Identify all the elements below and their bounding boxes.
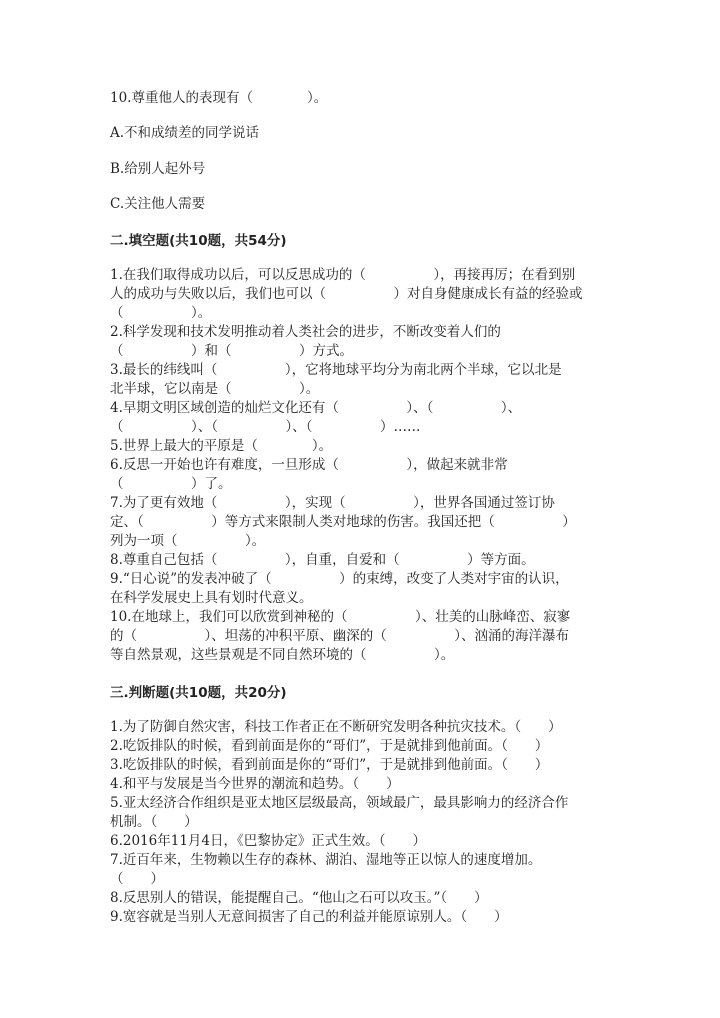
section-fill-blank-title: 二.填空题(共10题，共54分)	[110, 233, 287, 249]
judge-line: 2.吃饭排队的时候，看到前面是你的“哥们”，于是就排到他前面。（ ）	[110, 738, 549, 754]
fill-line: 等自然景观，这些景观是不同自然环境的（ ）。	[110, 647, 455, 663]
fill-line: （ ）和（ ）方式。	[110, 343, 353, 359]
judge-line: 1.为了防御自然灾害，科技工作者正在不断研究发明各种抗灾技术。（ ）	[110, 719, 562, 735]
option-b: B.给别人起外号	[110, 161, 206, 177]
fill-line: 10.在地球上，我们可以欣赏到神秘的（ ）、壮美的山脉峰峦、寂寥	[110, 609, 571, 625]
judge-line: 5.亚太经济合作组织是亚太地区层级最高，领域最广，最具影响力的经济合作	[110, 795, 569, 811]
judge-line: 机制。（ ）	[110, 814, 198, 830]
fill-line: 8.尊重自己包括（ ），自重，自爱和（ ）等方面。	[110, 552, 535, 568]
fill-line: 9.“日心说”的发表冲破了（ ）的束缚，改变了人类对宇宙的认识，	[110, 571, 569, 587]
fill-line: 列为一项（ ）。	[110, 533, 266, 549]
option-c: C.关注他人需要	[110, 196, 206, 212]
fill-line: （ ）、（ ）、（ ）……	[110, 419, 421, 435]
fill-line: （ ）。	[110, 305, 212, 321]
fill-line: 6.反思一开始也许有难度，一旦形成（ ），做起来就非常	[110, 457, 508, 473]
judge-line: 7.近百年来，生物赖以生存的森林、湖泊、湿地等正以惊人的速度增加。	[110, 852, 542, 868]
fill-line: 1.在我们取得成功以后，可以反思成功的（ ），再接再厉；在看到别	[110, 267, 576, 283]
fill-line: 人的成功与失败以后，我们也可以（ ）对自身健康成长有益的经验或	[110, 286, 583, 302]
judge-line: 6.2016年11月4日，《巴黎协定》正式生效。（ ）	[110, 833, 427, 849]
judge-line: 3.吃饭排队的时候，看到前面是你的“哥们”，于是就排到他前面。（ ）	[110, 757, 549, 773]
judge-line: 8.反思别人的错误，能提醒自己。“他山之石可以攻玉。”（ ）	[110, 890, 488, 906]
judge-line: （ ）	[110, 871, 164, 887]
question-10-stem: 10.尊重他人的表现有（ ）。	[110, 90, 328, 106]
fill-line: 3.最长的纬线叫（ ），它将地球平均分为南北两个半球，它以北是	[110, 362, 562, 378]
fill-line: 5.世界上最大的平原是（ ）。	[110, 438, 333, 454]
fill-line: 北半球，它以南是（ ）。	[110, 381, 320, 397]
fill-line: 在科学发展史上具有划时代意义。	[110, 590, 313, 606]
fill-line: 2.科学发现和技术发明推动着人类社会的进步，不断改变着人们的	[110, 324, 501, 340]
judge-line: 9.宽容就是当别人无意间损害了自己的利益并能原谅别人。（ ）	[110, 909, 508, 925]
fill-line: 7.为了更有效地（ ），实现（ ），世界各国通过签订协	[110, 495, 555, 511]
fill-line: 定、（ ）等方式来限制人类对地球的伤害。我国还把（ ）	[110, 514, 576, 530]
fill-line: 4.早期文明区域创造的灿烂文化还有（ ）、（ ）、	[110, 400, 522, 416]
fill-line: （ ）了。	[110, 476, 232, 492]
section-judgment-title: 三.判断题(共10题，共20分)	[110, 685, 287, 701]
judge-line: 4.和平与发展是当今世界的潮流和趋势。（ ）	[110, 776, 400, 792]
option-a: A.不和成绩差的同学说话	[110, 125, 260, 141]
fill-line: 的（ ）、坦荡的冲积平原、幽深的（ ）、汹涌的海洋瀑布	[110, 628, 569, 644]
